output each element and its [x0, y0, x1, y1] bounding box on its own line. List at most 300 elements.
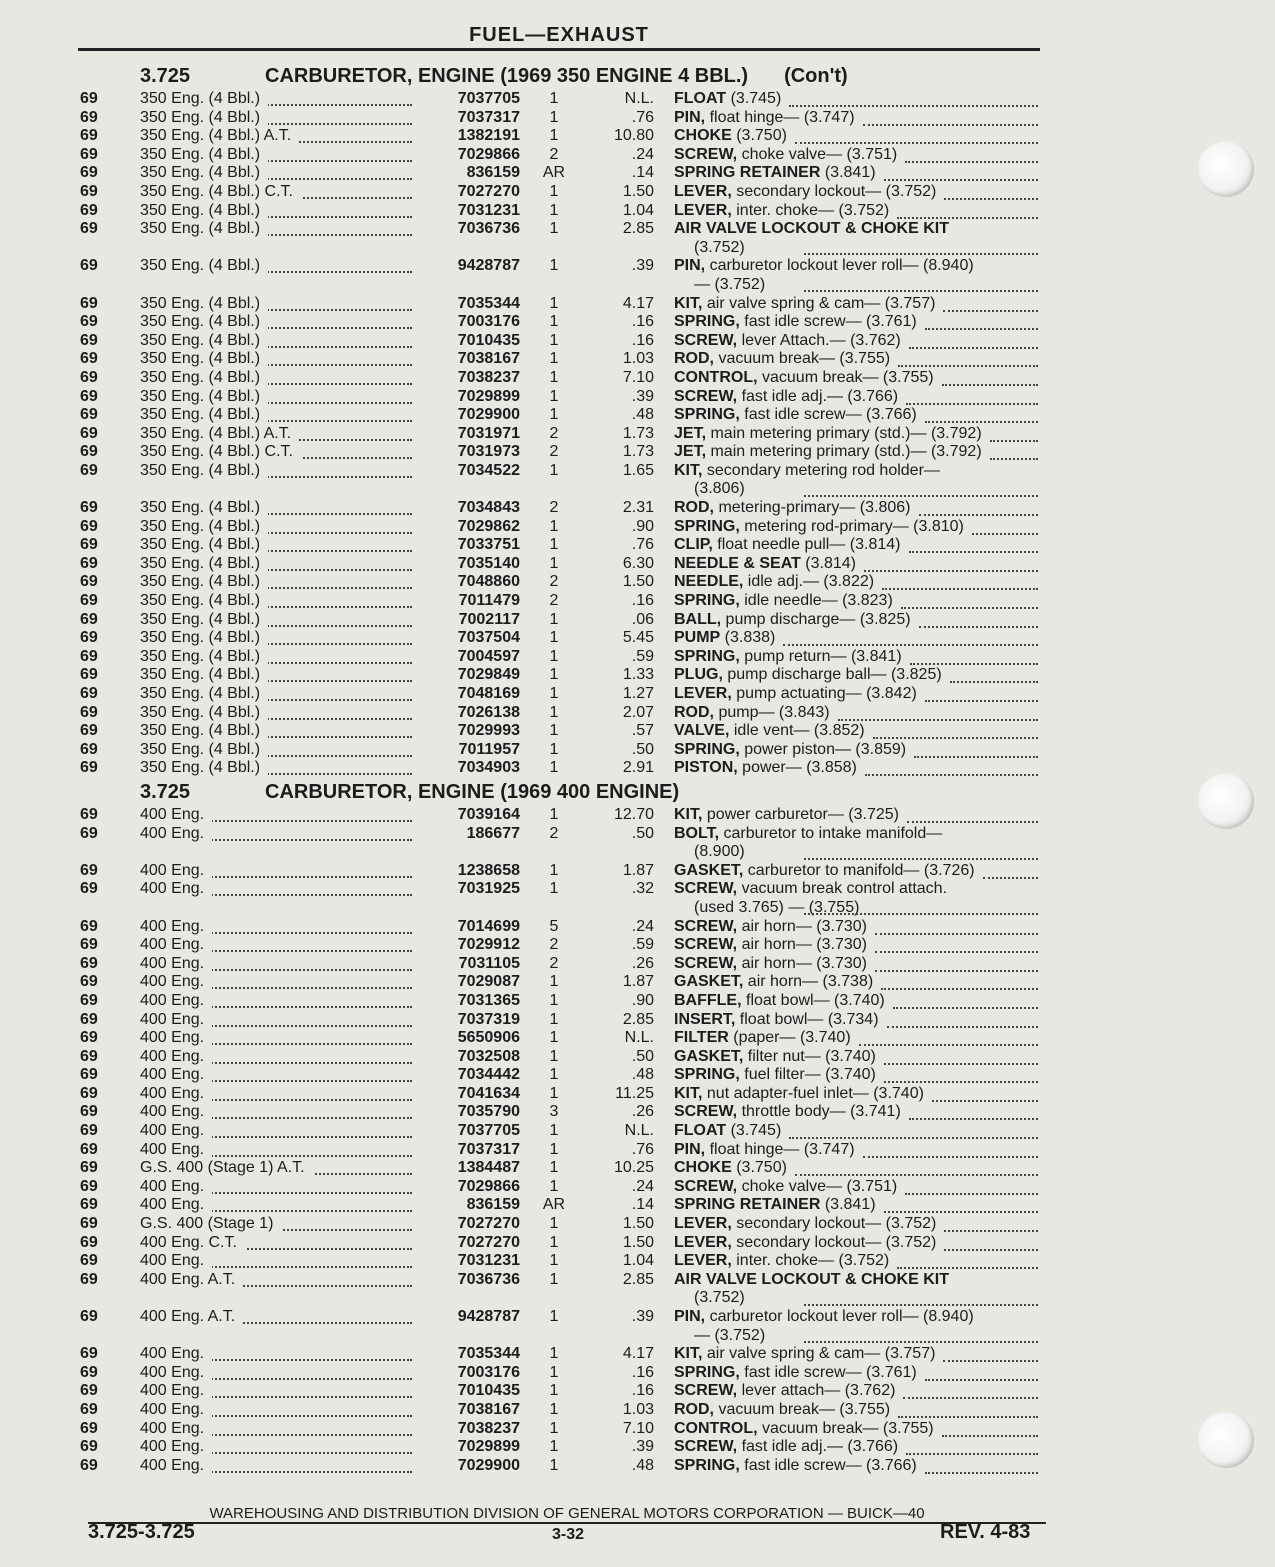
application-text: 400 Eng. A.T. — [140, 1308, 243, 1325]
price: .39 — [631, 1308, 654, 1325]
dot-leader — [983, 875, 1038, 879]
part-number: 7027270 — [457, 1215, 520, 1233]
description-line — [674, 880, 1042, 899]
part-detail: idle adj.— (3.822) — [743, 573, 875, 591]
model-year: 69 — [80, 740, 98, 758]
quantity: 1 — [549, 629, 559, 647]
application-text: 400 Eng. — [140, 1438, 212, 1455]
model-year: 69 — [80, 108, 98, 126]
price: .90 — [631, 517, 654, 535]
dot-leader — [898, 363, 1038, 367]
description — [674, 183, 1042, 202]
part-name: CONTROL, — [674, 368, 758, 386]
dot-leader — [944, 1247, 1038, 1251]
table-row — [80, 220, 1045, 257]
part-number: 7031231 — [457, 1252, 520, 1270]
application-text: 350 Eng. (4 Bbl.) — [140, 629, 268, 646]
part-detail: idle needle— (3.823) — [739, 592, 893, 610]
part-number: 7036736 — [457, 220, 520, 238]
part-detail: lever Attach.— (3.762) — [737, 331, 901, 349]
price: 2.85 — [622, 1010, 654, 1028]
table-row — [80, 406, 1045, 425]
part-number: 7035344 — [457, 1345, 520, 1363]
application — [140, 127, 430, 146]
table-row — [80, 1345, 1045, 1364]
table-row — [80, 332, 1045, 351]
part-name: SPRING, — [674, 592, 740, 610]
application — [140, 1234, 430, 1253]
description — [674, 350, 1042, 369]
application-text: 350 Eng. (4 Bbl.) — [140, 536, 268, 553]
description — [674, 1196, 1042, 1215]
part-detail: pump return— (3.841) — [739, 647, 902, 665]
description — [674, 1066, 1042, 1085]
application — [140, 825, 430, 862]
application-text: 400 Eng. — [140, 1178, 212, 1195]
table-row — [80, 759, 1045, 778]
table-row — [80, 183, 1045, 202]
application-text: 350 Eng. (4 Bbl.) — [140, 722, 268, 739]
section-heading: CARBURETOR, ENGINE (1969 350 ENGINE 4 BBL.) — [265, 65, 749, 87]
part-name: VALVE, — [674, 722, 730, 740]
description — [674, 1159, 1042, 1178]
price: 1.50 — [622, 182, 654, 200]
dot-leader — [909, 1116, 1038, 1120]
application-text: 350 Eng. (4 Bbl.) — [140, 741, 268, 758]
application-text: 400 Eng. — [140, 1085, 212, 1102]
part-number: 7031105 — [458, 954, 520, 972]
application — [140, 992, 430, 1011]
price: .76 — [631, 108, 654, 126]
application — [140, 1401, 430, 1420]
part-detail: air valve spring & cam— (3.757) — [702, 1345, 936, 1363]
binder-hole — [1198, 141, 1254, 197]
dot-leader — [925, 1470, 1038, 1474]
quantity: 1 — [549, 685, 559, 702]
table-row — [80, 825, 1045, 862]
dot-leader — [932, 1098, 1038, 1102]
quantity: 2 — [549, 443, 559, 461]
part-name: PISTON, — [674, 759, 738, 777]
dot-leader — [893, 1005, 1038, 1009]
quantity: 1 — [549, 1382, 559, 1400]
part-detail: main metering primary (std.)— (3.792) — [706, 443, 982, 461]
quantity: 1 — [549, 805, 559, 823]
description — [674, 666, 1042, 685]
application — [140, 295, 430, 314]
table-row — [80, 350, 1045, 369]
part-number: 7035344 — [457, 294, 520, 312]
application — [140, 1252, 430, 1271]
quantity: 1 — [549, 1177, 559, 1195]
dot-leader — [804, 251, 1038, 255]
part-number: 9428787 — [457, 257, 520, 275]
dot-leader — [783, 642, 1038, 646]
part-number: 7037504 — [457, 629, 520, 647]
description — [674, 573, 1042, 592]
dot-leader — [881, 986, 1038, 990]
price: 1.73 — [622, 443, 654, 461]
part-name: AIR VALVE LOCKOUT & CHOKE KIT — [674, 1270, 949, 1288]
application — [140, 741, 430, 760]
quantity: 1 — [549, 331, 559, 349]
dot-leader — [804, 911, 1038, 915]
table-row — [80, 880, 1045, 917]
quantity: 1 — [549, 461, 559, 479]
part-detail: vacuum break— (3.755) — [757, 1419, 934, 1437]
description — [674, 759, 1042, 778]
part-number: 836159 — [466, 1196, 520, 1214]
quantity: 1 — [549, 127, 559, 145]
model-year: 69 — [80, 610, 98, 628]
description — [674, 109, 1042, 128]
part-detail: inter. choke— (3.752) — [731, 1252, 890, 1270]
part-name: KIT, — [674, 294, 703, 312]
part-number: 7038167 — [457, 350, 520, 368]
table-row — [80, 1457, 1045, 1476]
part-name: FLOAT — [674, 90, 727, 107]
model-year: 69 — [80, 1400, 98, 1418]
part-number: 7003176 — [457, 1363, 520, 1381]
table-row — [80, 1401, 1045, 1420]
description — [674, 1252, 1042, 1271]
table-row — [80, 1048, 1045, 1067]
part-detail: pump discharge ball— (3.825) — [722, 666, 942, 684]
table-row — [80, 1420, 1045, 1439]
application — [140, 406, 430, 425]
application — [140, 313, 430, 332]
table-row — [80, 704, 1045, 723]
part-detail: vacuum break— (3.755) — [714, 1400, 891, 1418]
price: 2.91 — [622, 759, 654, 777]
model-year: 69 — [80, 499, 98, 517]
footer-revision: REV. 4-83 — [940, 1521, 1031, 1543]
part-name: PUMP — [674, 629, 721, 647]
application — [140, 332, 430, 351]
part-number: 7014699 — [457, 917, 520, 935]
price: 4.17 — [622, 294, 654, 312]
model-year: 69 — [80, 536, 98, 554]
section-title — [80, 62, 1045, 90]
application — [140, 257, 430, 294]
description — [674, 443, 1042, 462]
part-number: 7029912 — [457, 936, 520, 954]
application — [140, 1308, 430, 1345]
part-detail: float bowl— (3.740) — [741, 991, 885, 1009]
model-year: 69 — [80, 936, 98, 954]
part-detail: (paper— (3.740) — [728, 1029, 851, 1047]
part-number: 7035140 — [457, 554, 520, 572]
application — [140, 918, 430, 937]
dot-leader — [944, 1228, 1038, 1232]
quantity: 1 — [549, 610, 559, 628]
dot-leader — [804, 288, 1038, 292]
quantity: 1 — [549, 257, 559, 275]
part-name: SCREW, — [674, 1438, 738, 1456]
dot-leader — [795, 1172, 1038, 1176]
description — [674, 918, 1042, 937]
part-name: SCREW, — [674, 936, 738, 954]
application-text: 350 Eng. (4 Bbl.) — [140, 555, 268, 572]
part-detail: inter. choke— (3.752) — [731, 201, 890, 219]
price: 7.10 — [622, 368, 654, 386]
price: 6.30 — [622, 554, 654, 572]
part-name: ROD, — [674, 703, 714, 721]
part-number: 7029087 — [457, 973, 520, 991]
quantity: 1 — [549, 1140, 559, 1158]
section-continued: (Con't) — [784, 65, 848, 87]
description — [674, 704, 1042, 723]
part-name: SCREW, — [674, 880, 738, 898]
dot-leader — [859, 1042, 1038, 1046]
part-name: SCREW, — [674, 917, 738, 935]
table-row — [80, 1252, 1045, 1271]
quantity: 1 — [549, 861, 559, 879]
table-row — [80, 443, 1045, 462]
description — [674, 295, 1042, 314]
quantity: AR — [542, 1196, 566, 1214]
price: .39 — [631, 387, 654, 405]
dot-leader — [804, 493, 1038, 497]
model-year: 69 — [80, 1215, 98, 1233]
binder-hole — [1198, 773, 1254, 829]
description — [674, 536, 1042, 555]
price: .48 — [631, 406, 654, 424]
table-row — [80, 257, 1045, 294]
part-name: SPRING, — [674, 1363, 740, 1381]
description — [674, 202, 1042, 221]
application-text: 400 Eng. — [140, 862, 212, 879]
table-row — [80, 862, 1045, 881]
part-number: 7029899 — [457, 387, 520, 405]
part-detail: throttle body— (3.741) — [737, 1103, 901, 1121]
binder-hole — [1198, 1412, 1254, 1468]
model-year: 69 — [80, 1252, 98, 1270]
description — [674, 1271, 1042, 1308]
price: 4.17 — [622, 1345, 654, 1363]
application-text: 350 Eng. (4 Bbl.) — [140, 295, 268, 312]
application-text: 400 Eng. — [140, 973, 212, 990]
table-row — [80, 1382, 1045, 1401]
part-detail: (3.838) — [720, 629, 776, 647]
part-name: CONTROL, — [674, 1419, 758, 1437]
dot-leader — [919, 512, 1039, 516]
description — [674, 722, 1042, 741]
description — [674, 1178, 1042, 1197]
description — [674, 1364, 1042, 1383]
description — [674, 611, 1042, 630]
quantity: 1 — [549, 368, 559, 386]
part-detail: vacuum break— (3.755) — [714, 350, 891, 368]
price: .24 — [631, 917, 654, 935]
part-name: SPRING RETAINER — [674, 1196, 821, 1214]
description-continuation: (3.752) — [694, 238, 745, 256]
dot-leader — [882, 586, 1038, 590]
model-year: 69 — [80, 1363, 98, 1381]
application — [140, 1196, 430, 1215]
application-text: 350 Eng. (4 Bbl.) A.T. — [140, 425, 299, 442]
model-year: 69 — [80, 331, 98, 349]
part-name: PIN, — [674, 257, 706, 275]
model-year: 69 — [80, 954, 98, 972]
quantity: 2 — [549, 824, 559, 842]
part-detail: power carburetor— (3.725) — [702, 805, 899, 823]
quantity: 1 — [549, 517, 559, 535]
part-detail: air horn— (3.730) — [737, 954, 867, 972]
application — [140, 202, 430, 221]
quantity: 1 — [549, 703, 559, 721]
part-number: 7034903 — [457, 759, 520, 777]
quantity: 2 — [549, 499, 559, 517]
model-year: 69 — [80, 220, 98, 238]
model-year: 69 — [80, 647, 98, 665]
part-detail: (3.841) — [820, 164, 876, 182]
model-year: 69 — [80, 127, 98, 145]
description-line — [674, 1271, 1042, 1290]
price: 1.73 — [622, 424, 654, 442]
table-row — [80, 1364, 1045, 1383]
table-row — [80, 973, 1045, 992]
dot-leader — [907, 819, 1038, 823]
model-year: 69 — [80, 1140, 98, 1158]
part-name: SPRING, — [674, 1456, 740, 1474]
description — [674, 388, 1042, 407]
price: .16 — [631, 1382, 654, 1400]
dot-leader — [873, 735, 1038, 739]
description — [674, 741, 1042, 760]
price: 1.50 — [622, 1215, 654, 1233]
description — [674, 973, 1042, 992]
quantity: 2 — [549, 573, 559, 591]
description-continuation: (3.752) — [694, 1289, 745, 1307]
application — [140, 90, 430, 109]
application — [140, 973, 430, 992]
quantity: 1 — [549, 740, 559, 758]
part-number: 7031365 — [457, 991, 520, 1009]
model-year: 69 — [80, 1122, 98, 1140]
price: 12.70 — [613, 805, 654, 823]
application — [140, 1215, 430, 1234]
dot-leader — [863, 1154, 1038, 1158]
application — [140, 1048, 430, 1067]
part-number: 1382191 — [457, 127, 520, 145]
part-detail: vacuum break control attach. — [737, 880, 948, 898]
dot-leader — [905, 1191, 1038, 1195]
application — [140, 1085, 430, 1104]
model-year: 69 — [80, 1029, 98, 1047]
application-text: 350 Eng. (4 Bbl.) — [140, 685, 268, 702]
dot-leader — [910, 661, 1038, 665]
price: 1.87 — [622, 973, 654, 991]
application — [140, 666, 430, 685]
dot-leader — [950, 679, 1038, 683]
part-detail: air horn— (3.730) — [737, 936, 867, 954]
quantity: 1 — [549, 1159, 559, 1177]
quantity: 1 — [549, 1400, 559, 1418]
model-year: 69 — [80, 1177, 98, 1195]
price: .32 — [631, 880, 654, 898]
part-detail: lever attach— (3.762) — [737, 1382, 896, 1400]
description — [674, 1420, 1042, 1439]
application — [140, 1420, 430, 1439]
dot-leader — [884, 1079, 1038, 1083]
application-text: 350 Eng. (4 Bbl.) — [140, 704, 268, 721]
table-row — [80, 648, 1045, 667]
price: 1.04 — [622, 1252, 654, 1270]
application — [140, 1364, 430, 1383]
part-detail: carburetor to manifold— (3.726) — [743, 861, 975, 879]
table-row — [80, 1438, 1045, 1457]
application — [140, 536, 430, 555]
price: .48 — [631, 1066, 654, 1084]
part-number: 7037317 — [457, 108, 520, 126]
part-number: 7032508 — [457, 1047, 520, 1065]
price: 1.27 — [622, 685, 654, 702]
part-number: 7029900 — [457, 406, 520, 424]
part-name: LEVER, — [674, 182, 732, 200]
quantity: 1 — [549, 666, 559, 684]
description-continuation: — (3.752) — [694, 275, 766, 293]
model-year: 69 — [80, 201, 98, 219]
description — [674, 1122, 1042, 1141]
application-text: 400 Eng. — [140, 825, 212, 842]
dot-leader — [804, 856, 1038, 860]
application — [140, 611, 430, 630]
part-name: LEVER, — [674, 1233, 732, 1251]
part-number: 836159 — [466, 164, 520, 182]
part-detail: pump actuating— (3.842) — [731, 685, 917, 702]
description — [674, 425, 1042, 444]
quantity: 1 — [549, 1066, 559, 1084]
part-name: JET, — [674, 424, 707, 442]
table-row — [80, 685, 1045, 704]
price: .16 — [631, 592, 654, 610]
description — [674, 880, 1042, 917]
quantity: AR — [542, 164, 566, 182]
part-name: PIN, — [674, 108, 706, 126]
application-text: 400 Eng. — [140, 955, 212, 972]
application-text: 350 Eng. (4 Bbl.) — [140, 350, 268, 367]
part-number: 7034442 — [457, 1066, 520, 1084]
price: .76 — [631, 536, 654, 554]
part-detail: pump— (3.843) — [714, 703, 830, 721]
part-number: 7034843 — [457, 499, 520, 517]
dot-leader — [903, 1395, 1038, 1399]
price: 1.33 — [622, 666, 654, 684]
model-year: 69 — [80, 1345, 98, 1363]
application — [140, 555, 430, 574]
application-text: 350 Eng. (4 Bbl.) — [140, 592, 268, 609]
dot-leader — [863, 122, 1038, 126]
model-year: 69 — [80, 517, 98, 535]
model-year: 69 — [80, 1419, 98, 1437]
model-year: 69 — [80, 350, 98, 368]
part-detail: fast idle screw— (3.761) — [739, 313, 917, 331]
quantity: 1 — [549, 108, 559, 126]
table-row — [80, 1234, 1045, 1253]
table-row — [80, 992, 1045, 1011]
price: 1.50 — [622, 1233, 654, 1251]
quantity: 2 — [549, 954, 559, 972]
application-text: 350 Eng. (4 Bbl.) — [140, 518, 268, 535]
part-detail: air horn— (3.738) — [743, 973, 874, 991]
application-text: 400 Eng. — [140, 992, 212, 1009]
description-continuation: (used 3.765) — (3.755) — [694, 898, 860, 916]
part-number: 7031231 — [457, 201, 520, 219]
description — [674, 1011, 1042, 1030]
application-text: 350 Eng. (4 Bbl.) — [140, 146, 268, 163]
application — [140, 685, 430, 704]
